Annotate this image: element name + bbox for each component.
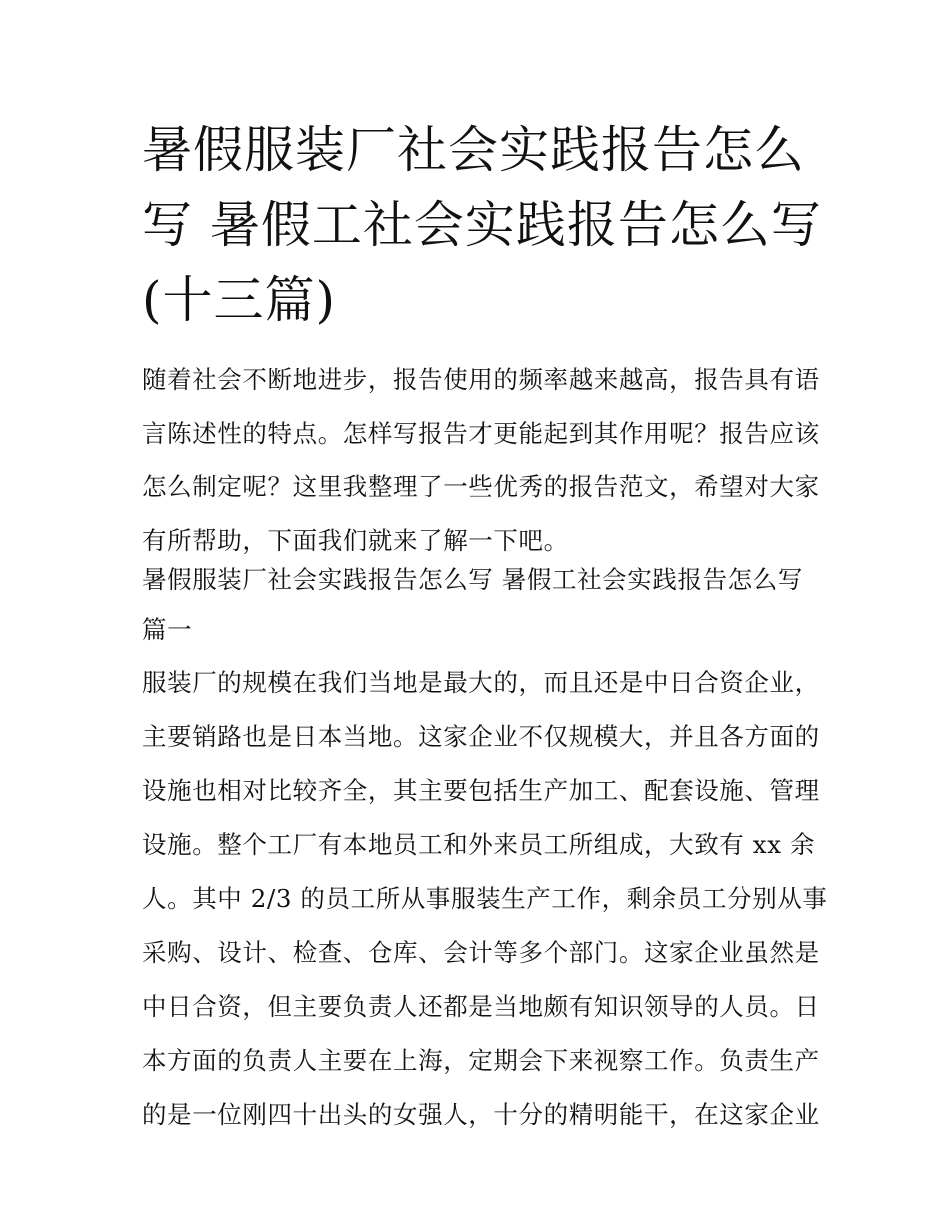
text-line: 服装厂的规模在我们当地是最大的，而且还是中日合资企业，: [142, 668, 820, 697]
text-line: 本方面的负责人主要在上海，定期会下来视察工作。负责生产: [142, 1046, 820, 1075]
title-line: 写 暑假工社会实践报告怎么写: [142, 196, 822, 254]
text-line: 主要销路也是日本当地。这家企业不仅规模大，并且各方面的: [142, 722, 820, 751]
text-line: 采购、设计、检查、仓库、会计等多个部门。这家企业虽然是: [142, 938, 820, 967]
heading-line: 篇一: [142, 615, 193, 644]
text-line: 人。其中 2/3 的员工所从事服装生产工作，剩余员工分别从事: [142, 884, 828, 913]
title-line: 暑假服装厂社会实践报告怎么: [142, 121, 805, 179]
text-line: 随着社会不断地进步，报告使用的频率越来越高，报告具有语: [142, 365, 820, 394]
intro-paragraph: [142, 353, 822, 567]
section-heading: [142, 555, 822, 655]
text-line: 中日合资，但主要负责人还都是当地颇有知识领导的人员。日: [142, 992, 820, 1021]
text-line: 的是一位刚四十出头的女强人，十分的精明能干，在这家企业: [142, 1100, 820, 1129]
text-line: 言陈述性的特点。怎样写报告才更能起到其作用呢？报告应该: [142, 418, 820, 448]
text-line: 有所帮助，下面我们就来了解一下吧。: [142, 525, 569, 555]
heading-line: 暑假服装厂社会实践报告怎么写 暑假工社会实践报告怎么写: [142, 565, 803, 594]
title-line: (十三篇): [142, 271, 337, 329]
document-title: [142, 113, 822, 338]
text-line: 设施。整个工厂有本地员工和外来员工所组成，大致有 xx 余: [142, 830, 816, 859]
text-line: 设施也相对比较齐全，其主要包括生产加工、配套设施、管理: [142, 776, 820, 805]
text-line: 怎么制定呢？这里我整理了一些优秀的报告范文，希望对大家: [142, 472, 820, 501]
body-paragraph: [142, 656, 828, 1142]
